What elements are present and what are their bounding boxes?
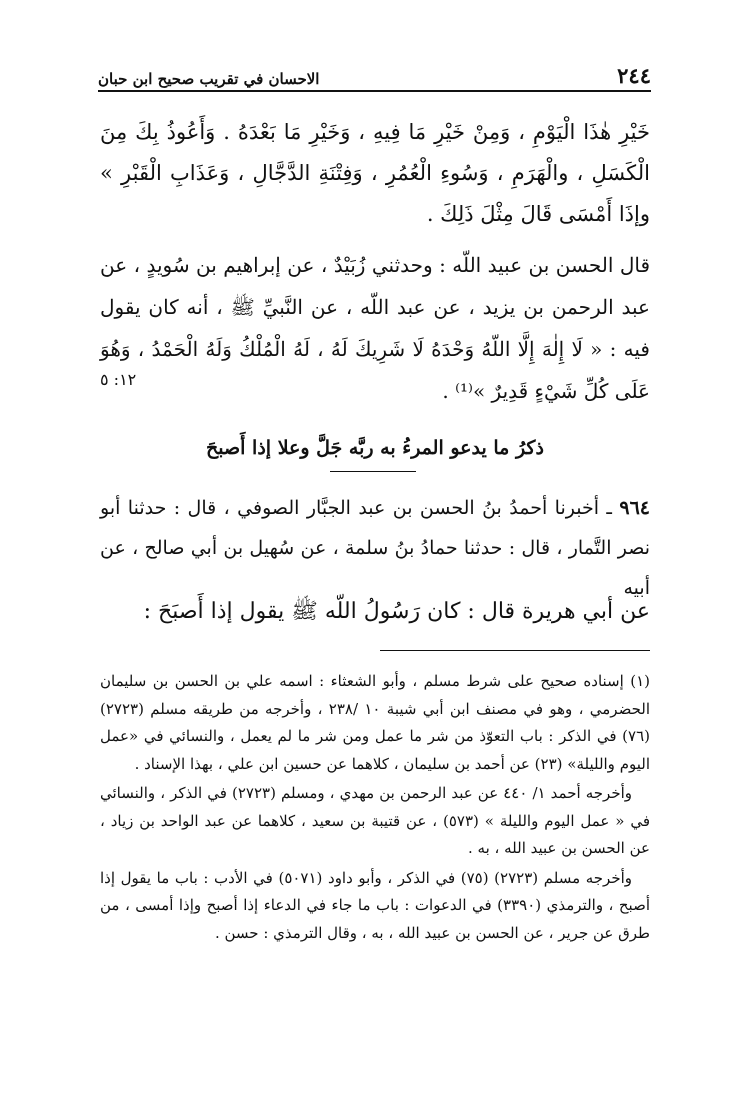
narration-paragraph: قال الحسن بن عبيد اللّه : وحدثني زُبَيْدٌ ، عن إبراهيم بن سُويدٍ ، عن عبد الرحمن بن يزيد ، عن عبد اللّه ، عن النَّبيِّ ﷺ ، أنه كان يقول فيه : « لَا إِلٰهَ إِلَّا اللّهُ وَحْدَهُ لَا شَرِيكَ لَهُ ، لَهُ الْمُلْكُ وَلَهُ الْحَمْدُ ، وَهُوَ عَلَى كُلِّ شَيْءٍ قَدِيرٌ »⁽¹⁾ . <box>100 253 650 403</box>
footnote-paragraph: وأخرجه مسلم (٢٧٢٣) (٧٥) في الذكر ، وأبو داود (٥٠٧١) في الأدب : باب ما يقول إذا أصبح ، والترمذي (٣٣٩٠) في الدعوات : باب ما جاء في الدعاء إذا أصبح وإذا أمسى ، من طرق عن جرير ، عن الحسن بن عبيد الله ، به ، وقال الترمذي : حسن . <box>100 868 650 942</box>
page-number: ٢٤٤ <box>617 63 651 88</box>
footnote-separator <box>380 650 650 651</box>
hadith-number: ٩٦٤ <box>619 497 650 519</box>
page-header <box>98 58 651 88</box>
footnote-paragraph: وأخرجه أحمد ١/ ٤٤٠ عن عبد الرحمن بن مهدي ، ومسلم (٢٧٢٣) في الذكر ، والنسائي في « عمل اليوم والليلة » (٥٧٣) ، عن قتيبة بن سعيد ، كلاهما عن عبد الواحد بن زياد ، عن الحسن بن عبيد الله ، به . <box>100 784 650 857</box>
footnotes <box>100 668 650 949</box>
hadith-matn: عن أبي هريرة قال : كان رَسُولُ اللّه ﷺ يقول إذا أَصبَحَ : <box>143 599 650 624</box>
hadith-isnad <box>100 488 650 608</box>
supplication-text: خَيْرِ هٰذَا الْيَوْمِ ، وَمِنْ خَيْرِ مَا فِيهِ ، وَخَيْرِ مَا بَعْدَهُ . وَأَعُوذُ بِكَ مِنَ الْكَسَلِ ، والْهَرَمِ ، وَسُوءِ الْعُمُرِ ، وَفِتْنَةِ الدَّجَّالِ ، وَعَذَابِ الْقَبْرِ » وإذَا أَمْسَى قَالَ مِثْلَ ذَلِكَ . <box>100 120 650 226</box>
footnote-paragraph: (١) إسناده صحيح على شرط مسلم ، وأبو الشعثاء : اسمه علي بن الحسن بن سليمان الحضرمي ، وهو في مصنف ابن أبي شيبة ١٠ /٢٣٨ ، وأخرجه من طريقه مسلم (٢٧٢٣) (٧٦) في الذكر : باب التعوّذ من شر ما عمل ومن شر ما لم يعمل ، والنسائي في «عمل اليوم والليلة» (٢٣) عن أحمد بن سليمان ، كلاهما عن حسين ابن علي ، بهذا الإسناد . <box>100 672 651 773</box>
isnad-text: ـ أخبرنا أحمدُ بنُ الحسن بن عبد الجبَّار الصوفي ، قال : حدثنا أبو نصر التَّمار ، قال : حدثنا حمادُ بنُ سلمة ، عن سُهيل بن أبي صالح ، عن أبيه <box>100 497 650 599</box>
heading-rule <box>330 471 416 472</box>
header-rule <box>98 90 651 92</box>
margin-reference: ١٢: ٥ <box>100 370 137 389</box>
chapter-heading: ذكرُ ما يدعو المرءُ به ربَّه جَلَّ وعلا إذا أَصبحَ <box>206 437 544 459</box>
running-title: الاحسان في تقريب صحيح ابن حبان <box>98 70 320 88</box>
